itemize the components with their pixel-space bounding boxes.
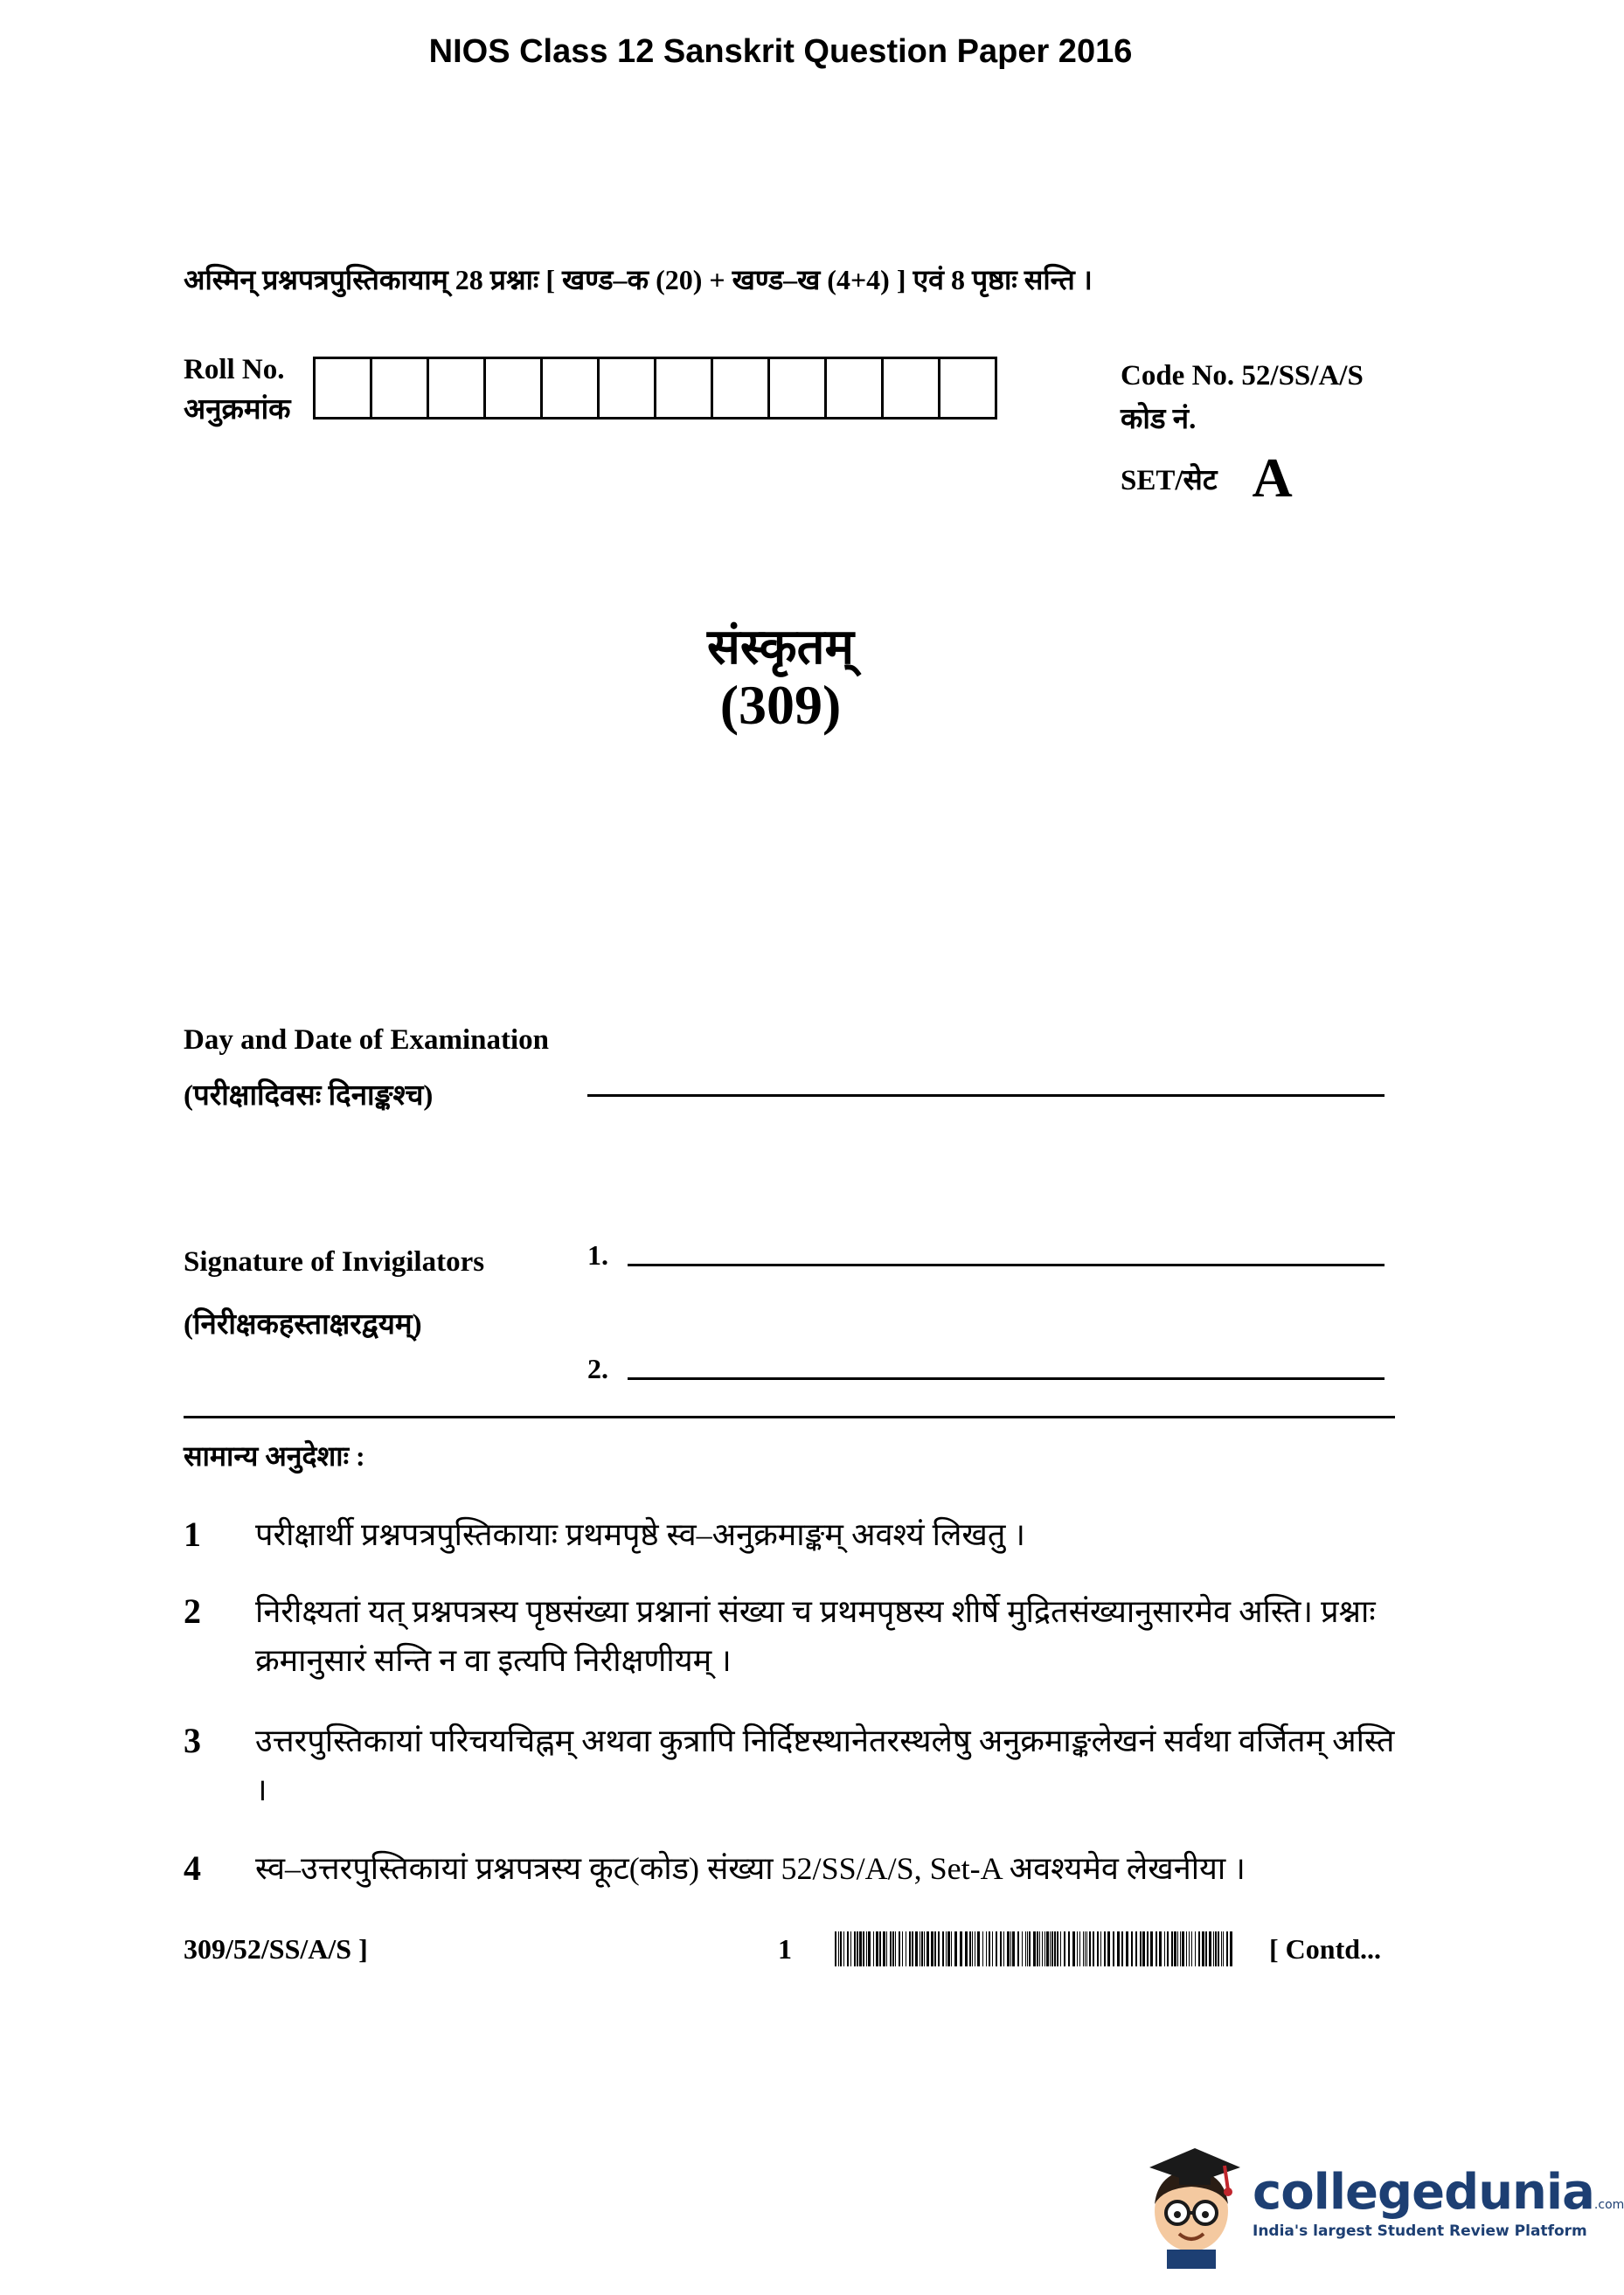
roll-digit-box[interactable] [713,359,770,417]
instruction-number: 2 [184,1591,201,1631]
barcode-bar [1198,1931,1200,1966]
invigilator-label-hi: (निरीक्षकहस्ताक्षरद्वयम्) [184,1309,422,1341]
barcode-bar [838,1931,839,1966]
barcode-bar [1195,1931,1196,1966]
barcode-bar [977,1931,980,1966]
barcode-bar [1072,1931,1075,1966]
barcode-bar [1051,1931,1053,1966]
section-divider [184,1416,1395,1418]
set-label: SET/सेट [1121,464,1218,496]
barcode-bar [1104,1931,1106,1966]
code-label-hi: कोड नं. [1121,404,1197,435]
barcode-bar [1085,1931,1086,1966]
page-number: 1 [778,1933,792,1965]
barcode-bar [1223,1931,1224,1966]
subject-name: संस्कृतम् [706,621,855,675]
roll-digit-box[interactable] [486,359,543,417]
footer-paper-code: 309/52/SS/A/S ] [184,1933,368,1965]
barcode-bar [1135,1931,1137,1966]
barcode-bar [857,1931,858,1966]
barcode-bar [1079,1931,1080,1966]
barcode-bar [1174,1931,1176,1966]
barcode-bar [909,1931,911,1966]
instruction-number: 3 [184,1721,201,1760]
roll-label-en: Roll No. [184,354,285,385]
barcode-bar [876,1931,878,1966]
barcode-bar [1033,1931,1036,1966]
barcode-bar [1226,1931,1228,1966]
barcode-bar [915,1931,918,1966]
barcode-bar [1054,1931,1056,1966]
barcode-bar [1205,1931,1207,1966]
barcode-bar [1007,1931,1010,1966]
barcode-bar [1131,1931,1133,1966]
invigilator-signature-label [184,1231,484,1356]
logo-suffix: .com [1593,2198,1624,2212]
barcode-bar [1044,1931,1045,1966]
barcode-bar [1121,1931,1123,1966]
roll-digit-box[interactable] [940,359,995,417]
barcode-bar [1012,1931,1015,1966]
barcode-bar [843,1931,844,1966]
mascot-icon [1141,2138,1246,2269]
barcode-bar [1022,1931,1023,1966]
set-value: A [1252,447,1293,509]
barcode-bar [972,1931,973,1966]
barcode-bar [947,1931,950,1966]
instruction-text: स्व–उत्तरपुस्तिकायां प्रश्नपत्रस्य कूट(कोड) संख्या 52/SS/A/S, Set-A अवश्यमेव लेखनीया । [255,1851,1246,1886]
continued-label: [ Contd... [1269,1933,1382,1965]
barcode-bar [931,1931,933,1966]
barcode-bar [1060,1931,1061,1966]
barcode-bar [1086,1931,1087,1966]
instruction-text: निरीक्ष्यतां यत् प्रश्नपत्रस्य पृष्ठसंख्या प्रश्नानां संख्या च प्रथमपृष्ठस्य शीर्षे मुद्रितसंख्यानुसारमेव अस्ति। प्रश्नाः क्रमानुसारं सन्ति न वा इत्यपि निरीक्षणीयम् । [255,1594,1376,1678]
barcode-bar [1010,1931,1011,1966]
barcode-bar [1182,1931,1184,1966]
barcode-bar [912,1931,913,1966]
barcode-bar [1209,1931,1211,1966]
barcode-bar [969,1931,971,1966]
barcode-bar [982,1931,983,1966]
barcode-bar [951,1931,952,1966]
instruction-item [184,1716,1403,1814]
barcode-bar [1113,1931,1114,1966]
barcode-bar [1117,1931,1120,1966]
barcode-bar [1171,1931,1173,1966]
barcode-bar [1057,1931,1058,1966]
logo-tagline: India's largest Student Review Platform [1253,2222,1587,2240]
barcode-bar [899,1931,900,1966]
barcode-bar [960,1931,962,1966]
barcode-bar [886,1931,887,1966]
barcode-bar [1159,1931,1162,1966]
logo-name: collegedunia [1253,2164,1594,2221]
barcode-bar [1100,1931,1101,1966]
roll-digit-box[interactable] [770,359,827,417]
barcode-bar [1189,1931,1190,1966]
barcode-bar [1156,1931,1157,1966]
signature-slot-1-number: 1. [587,1239,608,1271]
collegedunia-logo [1141,2138,1624,2269]
barcode-bar [873,1931,874,1966]
roll-digit-box[interactable] [372,359,429,417]
barcode-bar [840,1931,842,1966]
barcode-bar [954,1931,957,1966]
barcode-bar [866,1931,867,1966]
barcode [835,1931,1237,1966]
barcode-bar [938,1931,940,1966]
barcode-bar [1003,1931,1004,1966]
barcode-bar [1042,1931,1043,1966]
barcode-bar [902,1931,903,1966]
barcode-bar [986,1931,987,1966]
barcode-bar [1202,1931,1204,1966]
barcode-bar [868,1931,871,1966]
barcode-bar [1068,1931,1070,1966]
instruction-item [184,1510,1403,1559]
document-title: NIOS Class 12 Sanskrit Question Paper 2016 [428,33,1133,70]
instruction-item [184,1844,1403,1893]
exam-date-label-hi: (परीक्षादिवसः दिनाङ्कश्च) [184,1080,434,1112]
barcode-bar [989,1931,990,1966]
barcode-bar [1017,1931,1019,1966]
barcode-bar [1140,1931,1142,1966]
code-number-block [1121,354,1364,441]
instruction-item [184,1587,1403,1685]
barcode-bar [1191,1931,1192,1966]
barcode-bar [996,1931,997,1966]
barcode-bar [1177,1931,1178,1966]
barcode-bar [835,1931,836,1966]
barcode-bar [1147,1931,1149,1966]
roll-digit-box[interactable] [543,359,600,417]
exam-date-field[interactable] [587,1094,1385,1097]
barcode-bar [1046,1931,1049,1966]
roll-digit-box[interactable] [600,359,656,417]
set-row [1121,446,1293,510]
barcode-bar [1089,1931,1091,1966]
barcode-bar [1107,1931,1110,1966]
roll-label-hi: अनुक्रमांक [184,394,291,426]
instruction-text: उत्तरपुस्तिकायां परिचयचिह्नम् अथवा कुत्रापि निर्दिष्टस्थानेतरस्थलेषु अनुक्रमाङ्कलेखनं सर्वथा वर्जितम् अस्ति । [255,1723,1395,1807]
barcode-bar [1093,1931,1094,1966]
barcode-bar [1064,1931,1065,1966]
barcode-bar [892,1931,894,1966]
roll-number-boxes [313,357,997,419]
paper-info-line: अस्मिन् प्रश्नपत्रपुस्तिकायाम् 28 प्रश्नाः [ खण्ड–क (20) + खण्ड–ख (4+4) ] एवं 8 पृष्ठाः सन्ति । [184,264,1093,295]
invigilator-label-en: Signature of Invigilators [184,1246,485,1278]
barcode-bar [1037,1931,1038,1966]
barcode-bar [1000,1931,1002,1966]
roll-digit-box[interactable] [656,359,713,417]
barcode-bar [1150,1931,1153,1966]
exam-date-label [184,1012,549,1124]
roll-digit-box[interactable] [884,359,940,417]
barcode-bar [992,1931,993,1966]
exam-date-label-en: Day and Date of Examination [184,1024,550,1056]
barcode-bar [1186,1931,1187,1966]
barcode-bar [854,1931,856,1966]
instruction-number: 1 [184,1515,201,1554]
barcode-bar [942,1931,944,1966]
barcode-bar [1164,1931,1165,1966]
barcode-bar [883,1931,885,1966]
roll-number-label [184,350,291,430]
barcode-bar [1025,1931,1026,1966]
roll-digit-box[interactable] [827,359,884,417]
barcode-bar [1050,1931,1051,1966]
barcode-bar [921,1931,923,1966]
barcode-bar [863,1931,864,1966]
barcode-bar [927,1931,929,1966]
barcode-bar [965,1931,968,1966]
subject-code: (309) [719,674,842,736]
barcode-bar [1167,1931,1169,1966]
signature-field-2[interactable] [628,1377,1385,1380]
instruction-text: परीक्षार्थी प्रश्नपत्रपुस्तिकायाः प्रथमपृष्ठे स्व–अनुक्रमाङ्कम् अवश्यं लिखतु । [255,1517,1025,1552]
barcode-bar [879,1931,881,1966]
barcode-bar [847,1931,849,1966]
barcode-bar [1039,1931,1040,1966]
barcode-bar [1218,1931,1219,1966]
roll-digit-box[interactable] [316,359,372,417]
barcode-bar [890,1931,892,1966]
signature-slot-2-number: 2. [587,1353,608,1384]
barcode-bar [1221,1931,1222,1966]
barcode-bar [1083,1931,1084,1966]
logo-text [1253,2164,1624,2240]
barcode-bar [1126,1931,1128,1966]
barcode-bar [850,1931,851,1966]
barcode-bar [1097,1931,1099,1966]
instruction-number: 4 [184,1848,201,1888]
barcode-bar [859,1931,862,1966]
barcode-bar [1077,1931,1078,1966]
barcode-bar [1213,1931,1214,1966]
barcode-bar [946,1931,947,1966]
instructions-heading: सामान्य अनुदेशाः : [184,1440,365,1472]
barcode-bar [895,1931,896,1966]
roll-digit-box[interactable] [429,359,486,417]
barcode-bar [1027,1931,1028,1966]
barcode-bar [934,1931,936,1966]
barcode-bar [1142,1931,1145,1966]
barcode-bar [1230,1931,1232,1966]
code-label-en: Code No. 52/SS/A/S [1121,360,1364,392]
signature-field-1[interactable] [628,1264,1385,1266]
barcode-bar [924,1931,925,1966]
barcode-bar [1180,1931,1181,1966]
barcode-bar [1029,1931,1031,1966]
barcode-bar [1215,1931,1217,1966]
